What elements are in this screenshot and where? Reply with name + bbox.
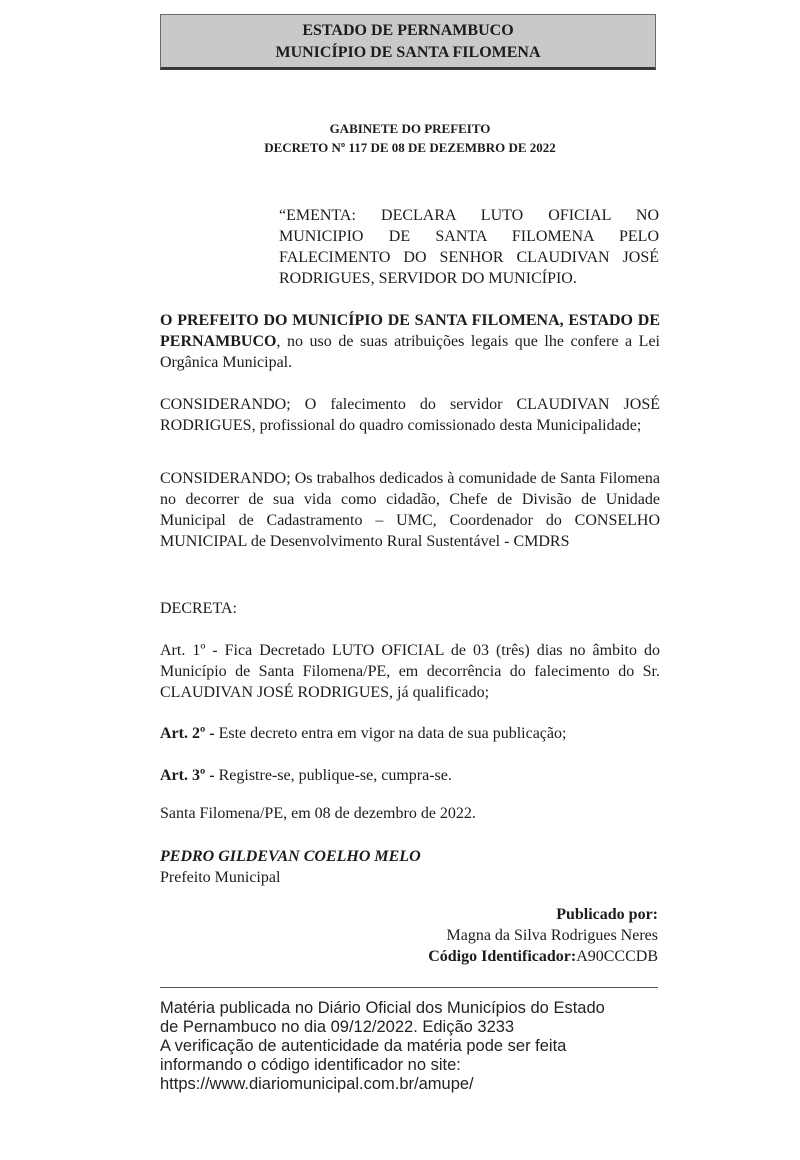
preamble: [160, 310, 660, 373]
municipality-name: MUNICÍPIO DE SANTA FILOMENA: [275, 44, 541, 61]
document-header: [160, 14, 656, 70]
ementa: “EMENTA: DECLARA LUTO OFICIAL NO MUNICIPIO DE SANTA FILOMENA PELO FALECIMENTO DO SENHOR CLAUDIVAN JOSÉ RODRIGUES, SERVIDOR DO MUNICÍPIO.: [279, 207, 659, 287]
office-block: [160, 119, 660, 157]
footer-line: informando o código identificador no site:: [160, 1056, 461, 1074]
article-2-label: Art. 2º -: [160, 725, 215, 742]
office-name: GABINETE DO PREFEITO: [329, 121, 491, 136]
signatory-name: PEDRO GILDEVAN COELHO MELO: [160, 848, 421, 865]
publication-block: [360, 904, 658, 967]
article-3-label: Art. 3º -: [160, 767, 215, 784]
article-3-text: Registre-se, publique-se, cumpra-se.: [214, 767, 452, 784]
publisher-name: Magna da Silva Rodrigues Neres: [446, 927, 658, 944]
footer-line: Matéria publicada no Diário Oficial dos Municípios do Estado: [160, 999, 605, 1017]
article-2-text: Este decreto entra em vigor na data de sua publicação;: [214, 725, 567, 742]
decreta-heading: DECRETA:: [160, 600, 237, 617]
footer-line: de Pernambuco no dia 09/12/2022. Edição 3233: [160, 1018, 515, 1036]
footer-divider: [160, 987, 658, 988]
publication-footer: [160, 999, 660, 1094]
place-date: Santa Filomena/PE, em 08 de dezembro de 2022.: [160, 805, 476, 822]
identifier-code-label: Código Identificador:: [428, 948, 577, 965]
signatory-role: Prefeito Municipal: [160, 869, 281, 886]
footer-url: https://www.diariomunicipal.com.br/amupe/: [160, 1075, 474, 1093]
identifier-code: A90CCCDB: [576, 948, 658, 965]
published-by-label: Publicado por:: [556, 906, 658, 923]
identifier-code-line: [360, 946, 658, 967]
state-name: ESTADO DE PERNAMBUCO: [302, 22, 514, 39]
considerando-2: CONSIDERANDO; Os trabalhos dedicados à comunidade de Santa Filomena no decorrer de sua vida como cidadão, Chefe de Divisão de Unidade Municipal de Cadastramento – UMC, Coordenador do CONSELHO MUNICIPAL de Desenvolvimento Rural Sustentável - CMDRS: [160, 470, 660, 550]
preamble-text: , no uso de suas atribuições legais que lhe confere a Lei Orgânica Municipal.: [160, 333, 660, 371]
footer-line: A verificação de autenticidade da matéria pode ser feita: [160, 1037, 567, 1055]
article-3: [160, 765, 660, 786]
decree-title: DECRETO Nº 117 DE 08 DE DEZEMBRO DE 2022: [264, 140, 556, 155]
signature-block: [160, 846, 660, 888]
preamble-authority: O PREFEITO DO MUNICÍPIO DE SANTA FILOMENA, ESTADO DE PERNAMBUCO: [160, 312, 660, 350]
considerando-1: CONSIDERANDO; O falecimento do servidor CLAUDIVAN JOSÉ RODRIGUES, profissional do quadro comissionado desta Municipalidade;: [160, 396, 660, 434]
article-2: [160, 723, 660, 744]
article-1: Art. 1º - Fica Decretado LUTO OFICIAL de 03 (três) dias no âmbito do Município de Santa Filomena/PE, em decorrência do falecimento do Sr. CLAUDIVAN JOSÉ RODRIGUES, já qualificado;: [160, 642, 660, 701]
